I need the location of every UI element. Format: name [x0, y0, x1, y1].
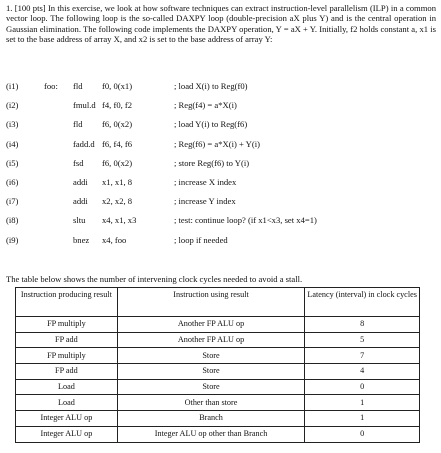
- line-label: foo:: [44, 81, 58, 91]
- line-opcode: fld: [73, 119, 83, 130]
- line-comment: ; increase Y index: [174, 196, 236, 207]
- line-operands: x1, x1, 8: [102, 176, 133, 187]
- line-comment: ; store Reg(f6) to Y(i): [174, 157, 250, 168]
- cell-using: Other than store: [117, 395, 304, 411]
- line-number: (i5): [6, 157, 19, 168]
- cell-using: Integer ALU op other than Branch: [117, 426, 304, 442]
- cell-latency: 5: [305, 332, 420, 348]
- line-opcode: addi: [73, 176, 88, 187]
- table-row: [16, 411, 420, 427]
- line-comment: ; load X(i) to Reg(f0): [174, 81, 248, 91]
- line-operands: f6, f4, f6: [102, 138, 133, 149]
- cell-producing: Load: [16, 379, 118, 395]
- code-line: [6, 100, 436, 119]
- line-number: (i4): [6, 138, 19, 149]
- table-row: [16, 364, 420, 380]
- line-opcode: addi: [73, 196, 88, 207]
- line-operands: x4, x1, x3: [102, 215, 137, 226]
- cell-using: Store: [117, 348, 304, 364]
- code-line: [6, 215, 436, 234]
- code-line: [6, 81, 436, 100]
- table-row: [16, 317, 420, 333]
- line-opcode: fsd: [73, 157, 84, 168]
- cell-producing: Integer ALU op: [16, 411, 118, 427]
- line-opcode: fmul.d: [73, 100, 96, 111]
- cell-producing: Integer ALU op: [16, 426, 118, 442]
- line-number: (i3): [6, 119, 19, 130]
- line-number: (i9): [6, 234, 19, 245]
- code-line: [6, 177, 436, 196]
- table-row: [16, 395, 420, 411]
- cell-latency: 4: [305, 364, 420, 380]
- line-operands: f6, 0(x2): [102, 157, 133, 168]
- header-producing: Instruction producing result: [16, 288, 118, 317]
- cell-using: Another FP ALU op: [117, 317, 304, 333]
- line-number: (i1): [6, 81, 19, 91]
- line-comment: ; increase X index: [174, 176, 237, 187]
- code-line: [6, 119, 436, 138]
- cell-latency: 1: [305, 411, 420, 427]
- line-number: (i6): [6, 176, 19, 187]
- line-operands: x4, foo: [102, 234, 127, 245]
- cell-using: Store: [117, 379, 304, 395]
- table-caption: The table below shows the number of intervening clock cycles needed to avoid a stall.: [6, 274, 303, 284]
- code-line: [6, 139, 436, 158]
- line-operands: x2, x2, 8: [102, 196, 133, 207]
- cell-using: Store: [117, 364, 304, 380]
- line-opcode: bnez: [73, 234, 90, 245]
- table-row: [16, 348, 420, 364]
- line-number: (i8): [6, 215, 19, 226]
- table-header-row: [16, 288, 420, 317]
- line-comment: ; test: continue loop? (if x1<x3, set x4=1): [174, 215, 317, 226]
- line-number: (i7): [6, 196, 19, 207]
- cell-producing: FP multiply: [16, 317, 118, 333]
- line-comment: ; loop if needed: [174, 234, 228, 245]
- cell-producing: FP add: [16, 332, 118, 348]
- cell-producing: Load: [16, 395, 118, 411]
- code-line: [6, 235, 436, 254]
- line-operands: f4, f0, f2: [102, 100, 133, 111]
- cell-latency: 1: [305, 395, 420, 411]
- cell-producing: FP multiply: [16, 348, 118, 364]
- line-operands: f0, 0(x1): [102, 81, 133, 91]
- line-opcode: sltu: [73, 215, 86, 226]
- table-row: [16, 332, 420, 348]
- line-comment: ; Reg(f6) = a*X(i) + Y(i): [174, 138, 260, 149]
- table-row: [16, 426, 420, 442]
- line-number: (i2): [6, 100, 19, 111]
- line-comment: ; Reg(f4) = a*X(i): [174, 100, 237, 111]
- code-line: [6, 158, 436, 177]
- cell-using: Branch: [117, 411, 304, 427]
- header-using: Instruction using result: [117, 288, 304, 317]
- cell-latency: 0: [305, 379, 420, 395]
- problem-intro: 1. [100 pts] In this exercise, we look at how software techniques can extract instruction-level parallelism (ILP) in a common vector loop. The following loop is the so-called DAXPY loop (double-precision aX plus Y) and is the central operation in Gaussian elimination. The following code implements the DAXPY operation, Y = aX + Y. Initially, f2 holds constant a, x1 is set to the base address of array X, and x2 is set to the base address of array Y:: [6, 3, 436, 45]
- header-latency: Latency (interval) in clock cycles: [305, 288, 420, 317]
- code-listing: [6, 81, 436, 254]
- cell-latency: 0: [305, 426, 420, 442]
- cell-using: Another FP ALU op: [117, 332, 304, 348]
- line-opcode: fadd.d: [73, 138, 95, 149]
- line-comment: ; load Y(i) to Reg(f6): [174, 119, 248, 130]
- cell-latency: 7: [305, 348, 420, 364]
- table-row: [16, 379, 420, 395]
- code-line: [6, 196, 436, 215]
- cell-latency: 8: [305, 317, 420, 333]
- latency-table: [15, 287, 420, 443]
- line-operands: f6, 0(x2): [102, 119, 133, 130]
- line-opcode: fld: [73, 81, 83, 91]
- cell-producing: FP add: [16, 364, 118, 380]
